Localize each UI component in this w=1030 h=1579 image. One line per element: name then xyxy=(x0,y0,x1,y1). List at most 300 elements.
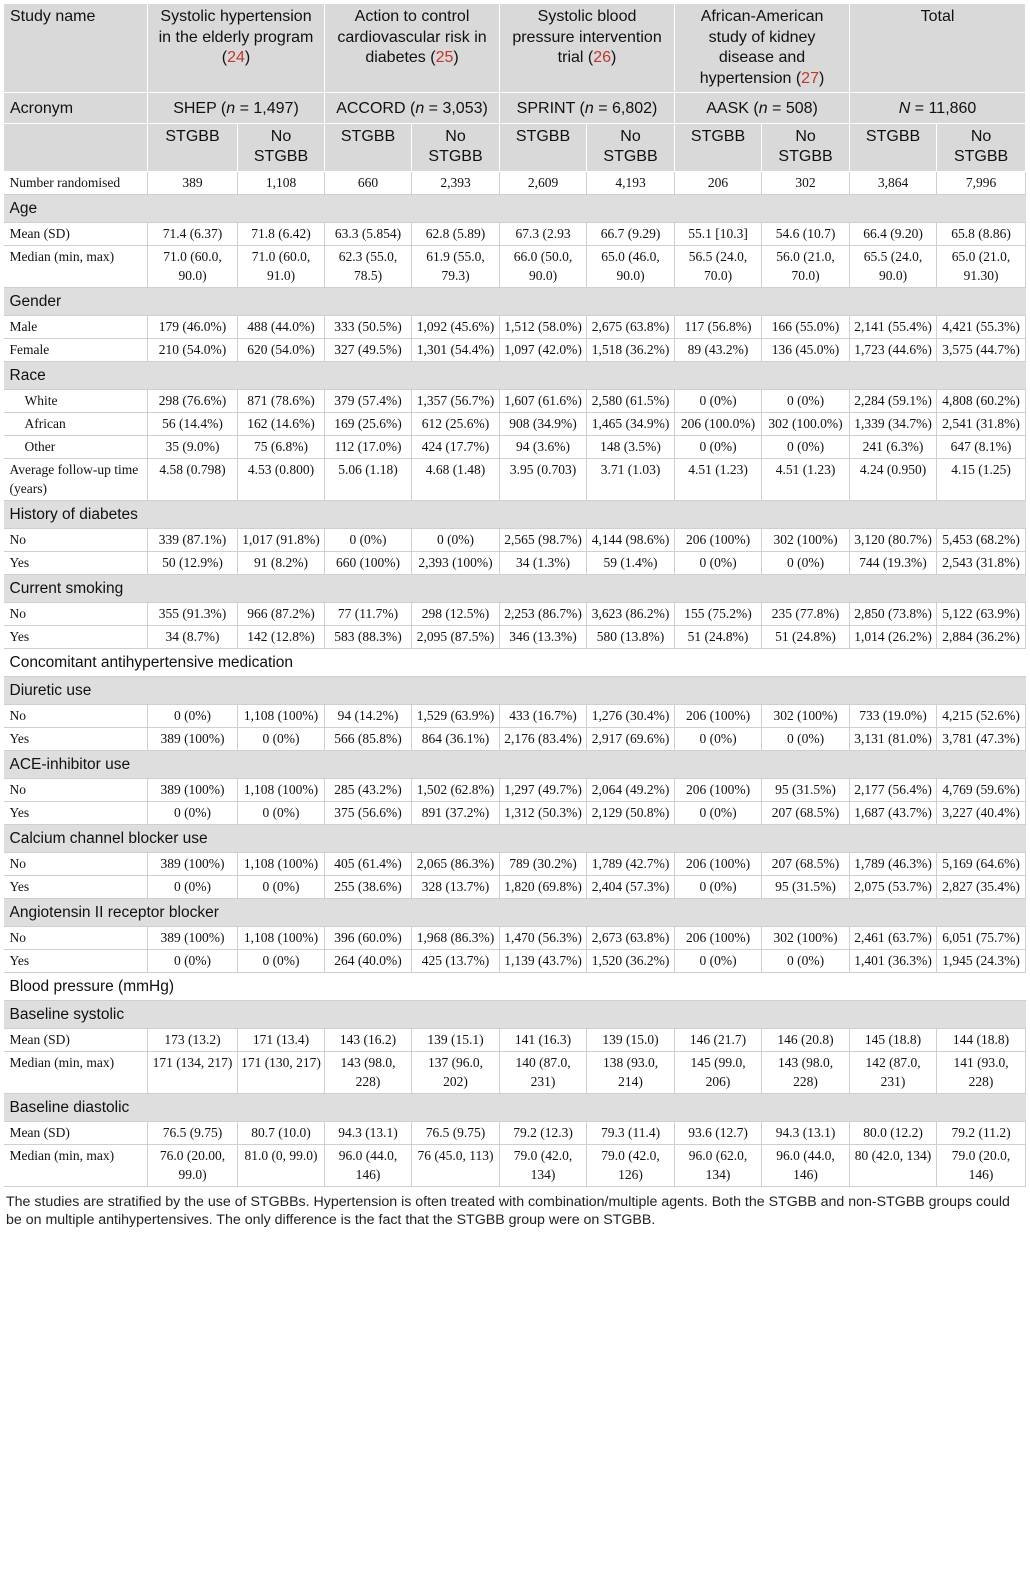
section-label: Current smoking xyxy=(4,574,1026,602)
study-name-sprint: Systolic blood pressure intervention trial (26) xyxy=(500,4,675,93)
table-cell: 62.8 (5.89) xyxy=(412,222,500,245)
table-cell: 5.06 (1.18) xyxy=(325,458,412,500)
row-label: Yes xyxy=(4,801,148,824)
table-cell: 1,301 (54.4%) xyxy=(412,338,500,361)
table-cell: 59 (1.4%) xyxy=(587,551,675,574)
table-cell: 51 (24.8%) xyxy=(675,625,762,648)
table-cell: 65.0 (46.0, 90.0) xyxy=(587,245,675,287)
table-cell: 1,297 (49.7%) xyxy=(500,778,587,801)
table-cell: 1,465 (34.9%) xyxy=(587,412,675,435)
table-cell: 3.95 (0.703) xyxy=(500,458,587,500)
table-cell: 583 (88.3%) xyxy=(325,625,412,648)
table-cell: 264 (40.0%) xyxy=(325,949,412,972)
table-cell: 1,108 (100%) xyxy=(238,926,325,949)
table-cell: 379 (57.4%) xyxy=(325,389,412,412)
table-cell: 206 xyxy=(675,171,762,194)
table-cell: 65.5 (24.0, 90.0) xyxy=(850,245,937,287)
table-cell: 2,177 (56.4%) xyxy=(850,778,937,801)
table-cell: 0 (0%) xyxy=(762,551,850,574)
table-cell: 65.8 (8.86) xyxy=(937,222,1026,245)
section-label: Angiotensin II receptor blocker xyxy=(4,898,1026,926)
table-cell: 63.3 (5.854) xyxy=(325,222,412,245)
row-label: No xyxy=(4,926,148,949)
table-cell: 1,512 (58.0%) xyxy=(500,315,587,338)
table-cell: 142 (87.0, 231) xyxy=(850,1051,937,1093)
table-cell: 206 (100.0%) xyxy=(675,412,762,435)
table-cell: 1,276 (30.4%) xyxy=(587,704,675,727)
section-label: Baseline systolic xyxy=(4,1000,1026,1028)
table-cell: 4.58 (0.798) xyxy=(148,458,238,500)
table-cell: 396 (60.0%) xyxy=(325,926,412,949)
table-cell: 81.0 (0, 99.0) xyxy=(238,1144,325,1186)
table-cell: 1,968 (86.3%) xyxy=(412,926,500,949)
table-cell: 79.3 (11.4) xyxy=(587,1121,675,1144)
table-cell: 66.0 (50.0, 90.0) xyxy=(500,245,587,287)
reference-link[interactable]: 26 xyxy=(593,49,612,66)
table-cell: 1,108 (100%) xyxy=(238,778,325,801)
table-cell: 1,401 (36.3%) xyxy=(850,949,937,972)
row-label: Other xyxy=(4,435,148,458)
table-cell: 148 (3.5%) xyxy=(587,435,675,458)
table-cell: 0 (0%) xyxy=(675,389,762,412)
table-row xyxy=(4,1028,1026,1051)
table-cell: 207 (68.5%) xyxy=(762,852,850,875)
table-cell: 56.0 (21.0, 70.0) xyxy=(762,245,850,287)
table-cell: 0 (0%) xyxy=(148,801,238,824)
table-cell: 1,017 (91.8%) xyxy=(238,528,325,551)
table-cell: 142 (12.8%) xyxy=(238,625,325,648)
acronym-accord: ACCORD (n = 3,053) xyxy=(325,93,500,124)
section-label: Race xyxy=(4,361,1026,389)
header-row-groups xyxy=(4,123,1026,171)
table-cell: 1,092 (45.6%) xyxy=(412,315,500,338)
row-label: Median (min, max) xyxy=(4,245,148,287)
table-cell: 4,144 (98.6%) xyxy=(587,528,675,551)
table-cell: 35 (9.0%) xyxy=(148,435,238,458)
table-cell: 136 (45.0%) xyxy=(762,338,850,361)
table-cell: 171 (13.4) xyxy=(238,1028,325,1051)
table-cell: 3,864 xyxy=(850,171,937,194)
table-cell: 4.53 (0.800) xyxy=(238,458,325,500)
section-header-row xyxy=(4,194,1026,222)
col-header-no-stgbb: No STGBB xyxy=(412,123,500,171)
table-cell: 2,095 (87.5%) xyxy=(412,625,500,648)
row-label: No xyxy=(4,704,148,727)
table-cell: 34 (1.3%) xyxy=(500,551,587,574)
row-label: Yes xyxy=(4,551,148,574)
acronym-shep: SHEP (n = 1,497) xyxy=(148,93,325,124)
total-n: N = 11,860 xyxy=(850,93,1026,124)
study-name-shep: Systolic hypertension in the elderly program (24) xyxy=(148,4,325,93)
table-cell: 1,789 (46.3%) xyxy=(850,852,937,875)
table-cell: 139 (15.0) xyxy=(587,1028,675,1051)
table-cell: 298 (12.5%) xyxy=(412,602,500,625)
table-cell: 2,141 (55.4%) xyxy=(850,315,937,338)
table-cell: 1,820 (69.8%) xyxy=(500,875,587,898)
table-cell: 4.15 (1.25) xyxy=(937,458,1026,500)
table-cell: 145 (18.8) xyxy=(850,1028,937,1051)
table-row xyxy=(4,852,1026,875)
row-label: Mean (SD) xyxy=(4,1028,148,1051)
table-cell: 0 (0%) xyxy=(675,435,762,458)
table-cell: 2,850 (73.8%) xyxy=(850,602,937,625)
study-name-accord: Action to control cardiovascular risk in diabetes (25) xyxy=(325,4,500,93)
section-header-row xyxy=(4,898,1026,926)
table-cell: 355 (91.3%) xyxy=(148,602,238,625)
table-cell: 389 (100%) xyxy=(148,926,238,949)
table-cell: 2,543 (31.8%) xyxy=(937,551,1026,574)
table-cell: 2,541 (31.8%) xyxy=(937,412,1026,435)
col-header-no-stgbb: No STGBB xyxy=(762,123,850,171)
table-cell: 80.7 (10.0) xyxy=(238,1121,325,1144)
row-label: African xyxy=(4,412,148,435)
row-label: Yes xyxy=(4,625,148,648)
table-cell: 346 (13.3%) xyxy=(500,625,587,648)
table-row xyxy=(4,528,1026,551)
section-header-row xyxy=(4,750,1026,778)
table-cell: 3,781 (47.3%) xyxy=(937,727,1026,750)
table-cell: 76.5 (9.75) xyxy=(412,1121,500,1144)
table-cell: 95 (31.5%) xyxy=(762,778,850,801)
table-cell: 206 (100%) xyxy=(675,528,762,551)
table-cell: 298 (76.6%) xyxy=(148,389,238,412)
table-row xyxy=(4,389,1026,412)
section-header-row xyxy=(4,648,1026,676)
table-cell: 389 (100%) xyxy=(148,727,238,750)
table-cell: 3,623 (86.2%) xyxy=(587,602,675,625)
table-cell: 2,129 (50.8%) xyxy=(587,801,675,824)
table-cell: 4.24 (0.950) xyxy=(850,458,937,500)
table-cell: 155 (75.2%) xyxy=(675,602,762,625)
table-cell: 327 (49.5%) xyxy=(325,338,412,361)
table-cell: 4,421 (55.3%) xyxy=(937,315,1026,338)
table-cell: 0 (0%) xyxy=(762,435,850,458)
row-label: Mean (SD) xyxy=(4,1121,148,1144)
col-header-stgbb: STGBB xyxy=(850,123,937,171)
table-cell: 146 (21.7) xyxy=(675,1028,762,1051)
table-cell: 302 (100%) xyxy=(762,528,850,551)
row-label: Number randomised xyxy=(4,171,148,194)
table-cell: 139 (15.1) xyxy=(412,1028,500,1051)
table-body xyxy=(4,171,1026,1186)
table-cell: 4,808 (60.2%) xyxy=(937,389,1026,412)
section-header-row xyxy=(4,676,1026,704)
table-cell: 79.0 (20.0, 146) xyxy=(937,1144,1026,1186)
table-row xyxy=(4,315,1026,338)
table-cell: 0 (0%) xyxy=(675,727,762,750)
table-cell: 966 (87.2%) xyxy=(238,602,325,625)
table-cell: 76 (45.0, 113) xyxy=(412,1144,500,1186)
table-row xyxy=(4,245,1026,287)
header-row-acronyms xyxy=(4,93,1026,124)
table-cell: 71.0 (60.0, 91.0) xyxy=(238,245,325,287)
table-cell: 5,453 (68.2%) xyxy=(937,528,1026,551)
table-cell: 117 (56.8%) xyxy=(675,315,762,338)
table-cell: 3,575 (44.7%) xyxy=(937,338,1026,361)
table-cell: 0 (0%) xyxy=(675,949,762,972)
table-row xyxy=(4,1051,1026,1093)
table-cell: 112 (17.0%) xyxy=(325,435,412,458)
table-cell: 95 (31.5%) xyxy=(762,875,850,898)
table-cell: 1,339 (34.7%) xyxy=(850,412,937,435)
col-header-stgbb: STGBB xyxy=(500,123,587,171)
table-cell: 3.71 (1.03) xyxy=(587,458,675,500)
reference-link[interactable]: 24 xyxy=(227,49,245,66)
table-cell: 7,996 xyxy=(937,171,1026,194)
table-cell: 1,607 (61.6%) xyxy=(500,389,587,412)
table-row xyxy=(4,926,1026,949)
table-cell: 0 (0%) xyxy=(238,949,325,972)
table-cell: 141 (93.0, 228) xyxy=(937,1051,1026,1093)
table-row xyxy=(4,551,1026,574)
table-cell: 660 xyxy=(325,171,412,194)
table-cell: 302 (100%) xyxy=(762,926,850,949)
table-cell: 660 (100%) xyxy=(325,551,412,574)
section-label: Age xyxy=(4,194,1026,222)
table-row xyxy=(4,1121,1026,1144)
table-cell: 302 xyxy=(762,171,850,194)
table-cell: 2,675 (63.8%) xyxy=(587,315,675,338)
table-cell: 0 (0%) xyxy=(762,727,850,750)
row-label: Median (min, max) xyxy=(4,1051,148,1093)
table-cell: 143 (98.0, 228) xyxy=(325,1051,412,1093)
table-cell: 328 (13.7%) xyxy=(412,875,500,898)
table-cell: 1,687 (43.7%) xyxy=(850,801,937,824)
table-cell: 61.9 (55.0, 79.3) xyxy=(412,245,500,287)
table-cell: 4,769 (59.6%) xyxy=(937,778,1026,801)
table-cell: 4.51 (1.23) xyxy=(675,458,762,500)
table-cell: 75 (6.8%) xyxy=(238,435,325,458)
table-cell: 425 (13.7%) xyxy=(412,949,500,972)
table-cell: 1,723 (44.6%) xyxy=(850,338,937,361)
table-cell: 65.0 (21.0, 91.30) xyxy=(937,245,1026,287)
reference-link[interactable]: 25 xyxy=(435,49,454,66)
row-label: Mean (SD) xyxy=(4,222,148,245)
table-cell: 566 (85.8%) xyxy=(325,727,412,750)
row-label: Yes xyxy=(4,727,148,750)
table-cell: 789 (30.2%) xyxy=(500,852,587,875)
table-cell: 285 (43.2%) xyxy=(325,778,412,801)
table-cell: 206 (100%) xyxy=(675,926,762,949)
table-cell: 0 (0%) xyxy=(148,949,238,972)
table-cell: 0 (0%) xyxy=(762,389,850,412)
table-cell: 1,518 (36.2%) xyxy=(587,338,675,361)
table-cell: 3,227 (40.4%) xyxy=(937,801,1026,824)
section-label: Concomitant antihypertensive medication xyxy=(4,648,1026,676)
table-cell: 1,014 (26.2%) xyxy=(850,625,937,648)
table-cell: 76.5 (9.75) xyxy=(148,1121,238,1144)
table-cell: 179 (46.0%) xyxy=(148,315,238,338)
table-cell: 144 (18.8) xyxy=(937,1028,1026,1051)
study-name-label: Study name xyxy=(4,4,148,93)
group-label-empty xyxy=(4,123,148,171)
col-header-stgbb: STGBB xyxy=(148,123,238,171)
table-cell: 96.0 (44.0, 146) xyxy=(762,1144,850,1186)
table-cell: 0 (0%) xyxy=(238,875,325,898)
table-cell: 91 (8.2%) xyxy=(238,551,325,574)
table-cell: 138 (93.0, 214) xyxy=(587,1051,675,1093)
table-cell: 333 (50.5%) xyxy=(325,315,412,338)
row-label: Female xyxy=(4,338,148,361)
table-cell: 1,097 (42.0%) xyxy=(500,338,587,361)
section-header-row xyxy=(4,1000,1026,1028)
table-cell: 56.5 (24.0, 70.0) xyxy=(675,245,762,287)
col-header-no-stgbb: No STGBB xyxy=(238,123,325,171)
table-cell: 94.3 (13.1) xyxy=(762,1121,850,1144)
table-cell: 647 (8.1%) xyxy=(937,435,1026,458)
header-row-study-names xyxy=(4,4,1026,93)
table-cell: 620 (54.0%) xyxy=(238,338,325,361)
table-cell: 0 (0%) xyxy=(148,875,238,898)
table-cell: 1,108 xyxy=(238,171,325,194)
table-cell: 235 (77.8%) xyxy=(762,602,850,625)
table-cell: 4,215 (52.6%) xyxy=(937,704,1026,727)
table-cell: 79.0 (42.0, 134) xyxy=(500,1144,587,1186)
table-cell: 0 (0%) xyxy=(148,704,238,727)
table-cell: 0 (0%) xyxy=(675,875,762,898)
table-cell: 145 (99.0, 206) xyxy=(675,1051,762,1093)
table-cell: 1,945 (24.3%) xyxy=(937,949,1026,972)
table-cell: 71.4 (6.37) xyxy=(148,222,238,245)
section-header-row xyxy=(4,361,1026,389)
table-cell: 5,122 (63.9%) xyxy=(937,602,1026,625)
table-cell: 56 (14.4%) xyxy=(148,412,238,435)
row-label: White xyxy=(4,389,148,412)
table-cell: 580 (13.8%) xyxy=(587,625,675,648)
row-label: No xyxy=(4,852,148,875)
table-cell: 51 (24.8%) xyxy=(762,625,850,648)
section-header-row xyxy=(4,500,1026,528)
table-cell: 143 (16.2) xyxy=(325,1028,412,1051)
table-cell: 96.0 (62.0, 134) xyxy=(675,1144,762,1186)
table-cell: 1,789 (42.7%) xyxy=(587,852,675,875)
table-cell: 1,312 (50.3%) xyxy=(500,801,587,824)
table-cell: 55.1 [10.3] xyxy=(675,222,762,245)
table-row xyxy=(4,949,1026,972)
table-cell: 166 (55.0%) xyxy=(762,315,850,338)
table-footnote: The studies are stratified by the use of STGBBs. Hypertension is often treated with combination/multiple agents. Both the STGBB and non-STGBB groups could be on multiple antihypertensives. The only difference is the fact that the STGBB group were on STGBB. xyxy=(6,1193,1010,1228)
table-cell: 76.0 (20.00, 99.0) xyxy=(148,1144,238,1186)
table-cell: 1,470 (56.3%) xyxy=(500,926,587,949)
table-row xyxy=(4,171,1026,194)
row-label: No xyxy=(4,602,148,625)
row-label: Average follow-up time (years) xyxy=(4,458,148,500)
table-cell: 171 (134, 217) xyxy=(148,1051,238,1093)
table-row xyxy=(4,338,1026,361)
acronym-label: Acronym xyxy=(4,93,148,124)
table-cell: 424 (17.7%) xyxy=(412,435,500,458)
table-cell: 2,393 (100%) xyxy=(412,551,500,574)
table-cell: 80 (42.0, 134) xyxy=(850,1144,937,1186)
table-row xyxy=(4,1144,1026,1186)
table-cell: 389 xyxy=(148,171,238,194)
table-cell: 488 (44.0%) xyxy=(238,315,325,338)
table-cell: 54.6 (10.7) xyxy=(762,222,850,245)
total-label: Total xyxy=(850,4,1026,93)
table-cell: 2,065 (86.3%) xyxy=(412,852,500,875)
col-header-no-stgbb: No STGBB xyxy=(587,123,675,171)
table-cell: 3,131 (81.0%) xyxy=(850,727,937,750)
table-cell: 207 (68.5%) xyxy=(762,801,850,824)
table-cell: 389 (100%) xyxy=(148,852,238,875)
table-cell: 1,502 (62.8%) xyxy=(412,778,500,801)
table-cell: 80.0 (12.2) xyxy=(850,1121,937,1144)
table-cell: 169 (25.6%) xyxy=(325,412,412,435)
table-cell: 2,580 (61.5%) xyxy=(587,389,675,412)
table-cell: 2,253 (86.7%) xyxy=(500,602,587,625)
table-row xyxy=(4,222,1026,245)
row-label: Male xyxy=(4,315,148,338)
table-cell: 339 (87.1%) xyxy=(148,528,238,551)
table-row xyxy=(4,875,1026,898)
table-cell: 94.3 (13.1) xyxy=(325,1121,412,1144)
table-cell: 206 (100%) xyxy=(675,778,762,801)
table-cell: 137 (96.0, 202) xyxy=(412,1051,500,1093)
table-row xyxy=(4,435,1026,458)
table-cell: 79.2 (11.2) xyxy=(937,1121,1026,1144)
table-cell: 1,139 (43.7%) xyxy=(500,949,587,972)
table-cell: 3,120 (80.7%) xyxy=(850,528,937,551)
table-cell: 34 (8.7%) xyxy=(148,625,238,648)
table-cell: 255 (38.6%) xyxy=(325,875,412,898)
table-cell: 871 (78.6%) xyxy=(238,389,325,412)
table-cell: 96.0 (44.0, 146) xyxy=(325,1144,412,1186)
reference-link[interactable]: 27 xyxy=(801,69,819,87)
section-header-row xyxy=(4,287,1026,315)
table-cell: 908 (34.9%) xyxy=(500,412,587,435)
table-cell: 94 (3.6%) xyxy=(500,435,587,458)
col-header-stgbb: STGBB xyxy=(675,123,762,171)
section-header-row xyxy=(4,824,1026,852)
table-cell: 1,108 (100%) xyxy=(238,852,325,875)
section-label: Blood pressure (mmHg) xyxy=(4,972,1026,1000)
table-cell: 77 (11.7%) xyxy=(325,602,412,625)
table-cell: 143 (98.0, 228) xyxy=(762,1051,850,1093)
table-cell: 864 (36.1%) xyxy=(412,727,500,750)
table-cell: 66.7 (9.29) xyxy=(587,222,675,245)
table-cell: 2,393 xyxy=(412,171,500,194)
table-cell: 0 (0%) xyxy=(238,727,325,750)
table-cell: 241 (6.3%) xyxy=(850,435,937,458)
section-header-row xyxy=(4,972,1026,1000)
table-cell: 0 (0%) xyxy=(675,801,762,824)
table-cell: 173 (13.2) xyxy=(148,1028,238,1051)
table-cell: 1,108 (100%) xyxy=(238,704,325,727)
row-label: No xyxy=(4,528,148,551)
table-cell: 62.3 (55.0, 78.5) xyxy=(325,245,412,287)
table-cell: 206 (100%) xyxy=(675,704,762,727)
table-cell: 2,884 (36.2%) xyxy=(937,625,1026,648)
row-label: Yes xyxy=(4,875,148,898)
table-cell: 66.4 (9.20) xyxy=(850,222,937,245)
table-cell: 0 (0%) xyxy=(412,528,500,551)
section-label: ACE-inhibitor use xyxy=(4,750,1026,778)
table-cell: 94 (14.2%) xyxy=(325,704,412,727)
acronym-sprint: SPRINT (n = 6,802) xyxy=(500,93,675,124)
table-cell: 4.51 (1.23) xyxy=(762,458,850,500)
table-cell: 612 (25.6%) xyxy=(412,412,500,435)
section-label: Baseline diastolic xyxy=(4,1093,1026,1121)
col-header-stgbb: STGBB xyxy=(325,123,412,171)
table-cell: 2,461 (63.7%) xyxy=(850,926,937,949)
table-cell: 2,673 (63.8%) xyxy=(587,926,675,949)
table-cell: 2,827 (35.4%) xyxy=(937,875,1026,898)
table-row xyxy=(4,602,1026,625)
section-label: History of diabetes xyxy=(4,500,1026,528)
table-cell: 206 (100%) xyxy=(675,852,762,875)
table-cell: 389 (100%) xyxy=(148,778,238,801)
table-cell: 2,176 (83.4%) xyxy=(500,727,587,750)
